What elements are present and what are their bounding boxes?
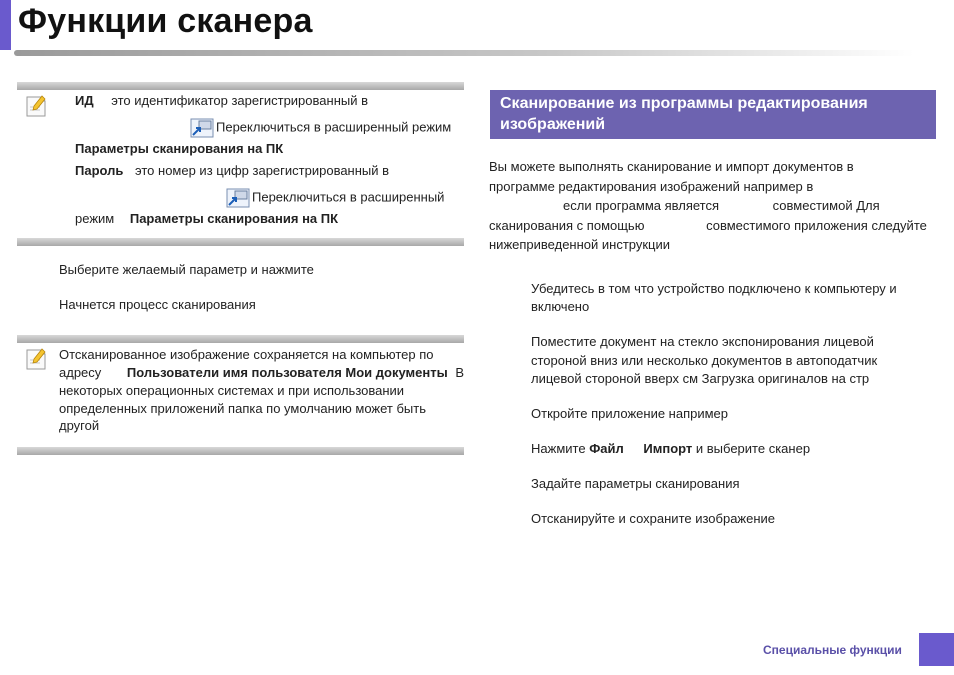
note1-line-5 xyxy=(226,188,444,208)
intro-line-4 xyxy=(489,217,927,235)
switch-mode-icon xyxy=(226,188,250,208)
right-step-1-line-2: включено xyxy=(531,299,590,314)
intro-line-2: программе редактирования изображений например в xyxy=(489,179,814,194)
right-step-2-line-3: лицевой стороной вверх см Загрузка оригиналов на стр xyxy=(531,371,870,386)
note1-line-6 xyxy=(75,210,338,228)
note2-line-3: некоторых операционных системах и при использовании xyxy=(59,383,405,398)
right-step-1-line-1: Убедитесь в том что устройство подключено к компьютеру и xyxy=(531,281,897,296)
footer-tab-marker xyxy=(919,633,954,666)
intro-line-3 xyxy=(489,197,880,215)
note1-line-4 xyxy=(75,162,389,180)
right-step-2-line-1: Поместите документ на стекло экспонирования лицевой xyxy=(531,334,874,349)
intro-line-3-b: совместимой Для xyxy=(772,198,880,213)
switch-mode-text: Переключиться в расширенный xyxy=(252,189,445,205)
footer-section-link[interactable]: Специальные функции xyxy=(763,643,902,657)
left-step-1: Выберите желаемый параметр и нажмите xyxy=(59,262,314,277)
intro-line-4-a: сканирования с помощью xyxy=(489,218,645,233)
right-step-4 xyxy=(531,440,810,458)
id-text: это идентификатор зарегистрированный в xyxy=(111,93,368,108)
note1-line-1 xyxy=(75,92,368,110)
note2-line-5: другой xyxy=(59,418,100,433)
documents-path: Пользователи имя пользователя Мои документы xyxy=(126,365,448,380)
section-header-image-editor: Сканирование из программы редактирования изображений xyxy=(490,90,936,139)
note2-line-4: определенных приложений папка по умолчанию может быть xyxy=(59,401,426,416)
title-divider xyxy=(14,50,914,56)
left-step-2: Начнется процесс сканирования xyxy=(59,297,256,312)
intro-line-3-a: если программа является xyxy=(563,198,720,213)
intro-line-4-b: совместимого приложения следуйте xyxy=(706,218,927,233)
scan-settings-bold: Параметры сканирования на ПК xyxy=(129,211,339,226)
password-text: это номер из цифр зарегистрированный в xyxy=(135,163,390,178)
title-accent-bar xyxy=(0,0,11,50)
note-bottom-bar xyxy=(17,447,464,455)
menu-file: Файл xyxy=(589,441,624,456)
note-bottom-bar xyxy=(17,238,464,246)
intro-line-1: Вы можете выполнять сканирование и импорт документов в xyxy=(489,159,854,174)
right-step-3: Откройте приложение например xyxy=(531,406,729,421)
id-label: ИД xyxy=(75,93,94,108)
note2-line-1: Отсканированное изображение сохраняется на компьютер по xyxy=(59,347,434,362)
note1-line-3: Параметры сканирования на ПК xyxy=(75,141,284,156)
right-step-2-line-2: стороной вниз или несколько документов в автоподатчик xyxy=(531,353,878,368)
note-pencil-icon xyxy=(25,347,47,371)
switch-mode-icon xyxy=(190,118,214,138)
step4-suffix: и выберите сканер xyxy=(695,441,811,456)
page-title: Функции сканера xyxy=(18,2,313,40)
right-step-6: Отсканируйте и сохраните изображение xyxy=(531,511,776,526)
intro-line-5: нижеприведенной инструкции xyxy=(489,237,671,252)
password-label: Пароль xyxy=(75,163,124,178)
switch-mode-text: Переключиться в расширенный режим xyxy=(216,119,452,135)
note-pencil-icon xyxy=(25,94,47,118)
menu-import: Импорт xyxy=(643,441,693,456)
right-step-5: Задайте параметры сканирования xyxy=(531,476,740,491)
note2-line-2 xyxy=(59,364,464,382)
note-top-bar xyxy=(17,335,464,343)
address-word: адресу xyxy=(59,365,102,380)
note-top-bar xyxy=(17,82,464,90)
note2-line-2-tail: В xyxy=(455,365,465,380)
note1-line-2 xyxy=(190,118,451,138)
step4-prefix: Нажмите xyxy=(531,441,586,456)
mode-word: режим xyxy=(75,211,115,226)
